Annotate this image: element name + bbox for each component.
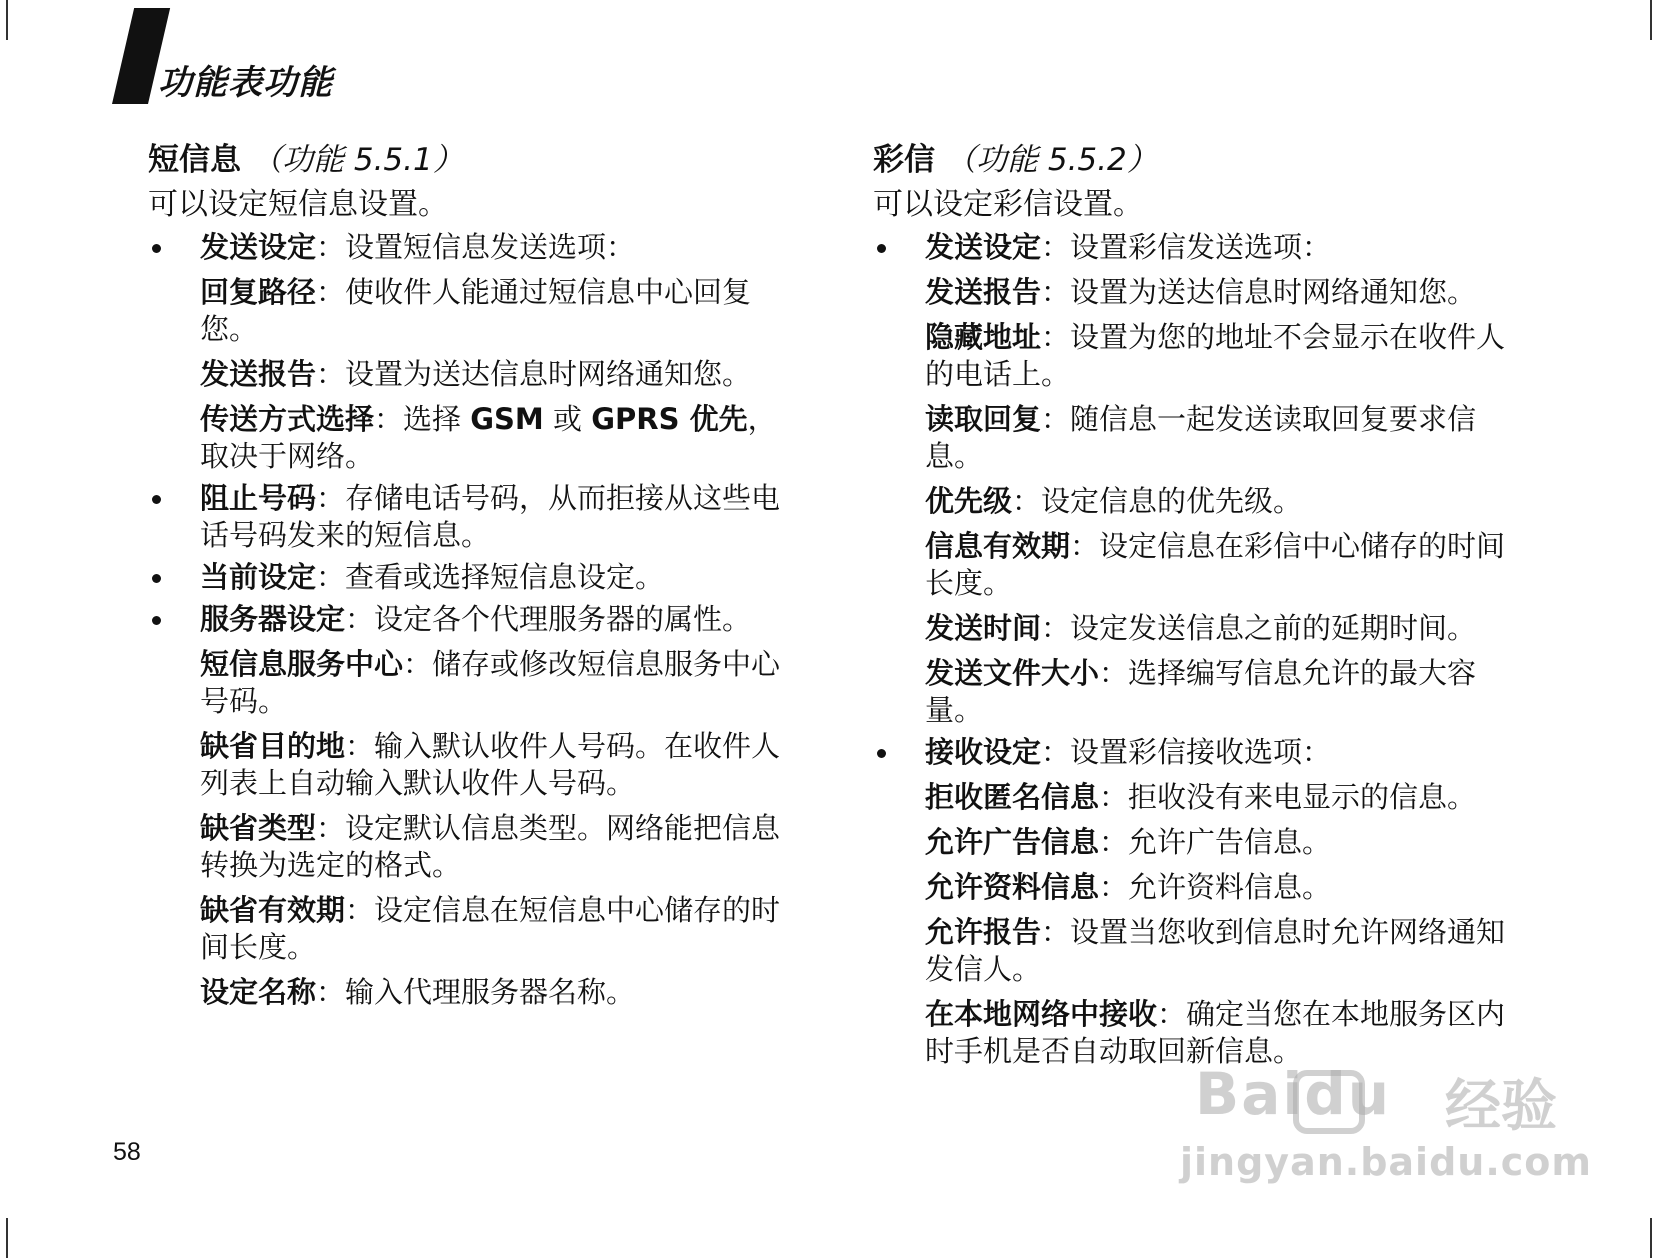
item-text: ：设置彩信接收选项： — [1041, 735, 1332, 769]
sub-item — [873, 824, 1513, 861]
item-key: 接收设定 — [925, 735, 1042, 769]
right-column — [873, 140, 1513, 1070]
left-column — [148, 140, 788, 1011]
item-text: ：使收件人能通过短信息中心回复您。 — [200, 275, 752, 346]
sub-item — [148, 728, 788, 802]
item-text: ：储存或修改短信息服务中心号码。 — [200, 647, 781, 718]
item-text: ，取决于网络。 — [200, 402, 777, 473]
item-key: 发送文件大小 — [925, 656, 1100, 690]
watermark-jingyan-text: 经验 — [1445, 1074, 1557, 1139]
item-text: ：设定发送信息之前的延期时间。 — [1041, 611, 1477, 645]
item-text: ：选择编写信息允许的最大容量。 — [925, 656, 1477, 727]
item-text: ：输入代理服务器名称。 — [316, 975, 636, 1009]
item-key: 阻止号码 — [200, 481, 317, 515]
sub-item — [148, 892, 788, 966]
item-text: ：设定各个代理服务器的属性。 — [345, 602, 752, 636]
sub-item — [148, 356, 788, 393]
bullet-item — [873, 734, 1513, 771]
paw-icon — [1293, 1070, 1365, 1134]
item-key: 发送设定 — [200, 230, 317, 264]
item-key: 缺省有效期 — [200, 893, 346, 927]
crop-mark-top-left — [6, 0, 8, 40]
crop-mark-top-right — [1650, 0, 1652, 40]
section-intro: 可以设定彩信设置。 — [873, 187, 1143, 222]
item-text: ：设定信息在彩信中心储存的时间长度。 — [925, 529, 1506, 600]
bullet-item — [148, 229, 788, 266]
item-key: 服务器设定 — [200, 602, 346, 636]
item-text: ：查看或选择短信息设定。 — [316, 560, 665, 594]
bullet-icon — [152, 244, 161, 253]
item-text: ：随信息一起发送读取回复要求信息。 — [925, 402, 1477, 473]
sub-item — [148, 274, 788, 348]
bullet-icon — [877, 749, 886, 758]
sub-item — [873, 483, 1513, 520]
bullet-icon — [152, 574, 161, 583]
item-text: ：允许资料信息。 — [1099, 870, 1332, 904]
item-key: 优先级 — [925, 484, 1013, 518]
item-key: 发送报告 — [200, 357, 317, 391]
item-text: ：设定信息的优先级。 — [1012, 484, 1303, 518]
sub-item — [148, 974, 788, 1011]
section-title-sms — [148, 140, 788, 180]
page-number: 58 — [113, 1138, 141, 1166]
item-emphasis: GSM — [470, 402, 544, 436]
sub-item — [148, 810, 788, 884]
sub-item — [873, 274, 1513, 311]
sub-item — [873, 319, 1513, 393]
item-text: ：拒收没有来电显示的信息。 — [1099, 780, 1477, 814]
item-key: 短信息服务中心 — [200, 647, 404, 681]
item-text: ：设定默认信息类型。网络能把信息转换为选定的格式。 — [200, 811, 781, 882]
watermark-url: jingyan.baidu.com — [1180, 1140, 1592, 1184]
bullet-item — [873, 229, 1513, 266]
bullet-icon — [152, 495, 161, 504]
item-text: ：设置彩信发送选项： — [1041, 230, 1332, 264]
bullet-icon — [877, 244, 886, 253]
item-key: 隐藏地址 — [925, 320, 1042, 354]
watermark — [1155, 1060, 1592, 1200]
section-title-name: 短信息 — [148, 142, 241, 178]
item-key: 发送时间 — [925, 611, 1042, 645]
left-list — [148, 229, 788, 1011]
section-title-name: 彩信 — [873, 142, 935, 178]
item-key: 传送方式选择 — [200, 402, 375, 436]
bullet-item — [148, 559, 788, 596]
section-intro: 可以设定短信息设置。 — [148, 187, 448, 222]
item-text: ：允许广告信息。 — [1099, 825, 1332, 859]
item-key: 回复路径 — [200, 275, 317, 309]
right-list — [873, 229, 1513, 1070]
item-text: ：确定当您在本地服务区内时手机是否自动取回新信息。 — [925, 997, 1506, 1068]
item-key: 信息有效期 — [925, 529, 1071, 563]
item-key: 发送报告 — [925, 275, 1042, 309]
section-title-mms — [873, 140, 1513, 180]
item-key: 缺省类型 — [200, 811, 317, 845]
sub-item — [873, 655, 1513, 729]
item-key: 在本地网络中接收 — [925, 997, 1158, 1031]
item-text: ：设定信息在短信息中心储存的时间长度。 — [200, 893, 781, 964]
sub-item — [148, 401, 788, 475]
item-text: 或 — [543, 402, 592, 436]
sub-item — [873, 401, 1513, 475]
sub-item — [873, 914, 1513, 988]
item-text: ：设置短信息发送选项： — [316, 230, 636, 264]
bullet-item — [148, 480, 788, 554]
page-header-title: 功能表功能 — [158, 63, 333, 103]
sub-item — [873, 996, 1513, 1070]
item-key: 允许资料信息 — [925, 870, 1100, 904]
item-key: 设定名称 — [200, 975, 317, 1009]
item-key: 读取回复 — [925, 402, 1042, 436]
item-key: 拒收匿名信息 — [925, 780, 1100, 814]
sub-item — [873, 779, 1513, 816]
crop-mark-bottom-left — [6, 1218, 8, 1258]
item-key: 当前设定 — [200, 560, 317, 594]
bullet-icon — [152, 616, 161, 625]
item-text: ：输入默认收件人号码。在收件人列表上自动输入默认收件人号码。 — [200, 729, 781, 800]
item-text: ：设置为您的地址不会显示在收件人的电话上。 — [925, 320, 1506, 391]
crop-mark-bottom-right — [1650, 1218, 1652, 1258]
sub-item — [873, 528, 1513, 602]
item-text: ：选择 — [374, 402, 471, 436]
sub-item — [873, 610, 1513, 647]
item-text: ：设置当您收到信息时允许网络通知发信人。 — [925, 915, 1506, 986]
section-function-number: （功能 5.5.2） — [945, 142, 1158, 178]
item-key: 允许报告 — [925, 915, 1042, 949]
item-key: 发送设定 — [925, 230, 1042, 264]
sub-item — [148, 646, 788, 720]
bullet-item — [148, 601, 788, 638]
item-key: 允许广告信息 — [925, 825, 1100, 859]
section-function-number: （功能 5.5.1） — [251, 142, 464, 178]
sub-item — [873, 869, 1513, 906]
watermark-logo-text: Baidu — [1195, 1060, 1392, 1128]
item-emphasis: GPRS 优先 — [591, 402, 748, 436]
item-text: ：存储电话号码，从而拒接从这些电话号码发来的短信息。 — [200, 481, 781, 552]
item-text: ：设置为送达信息时网络通知您。 — [1041, 275, 1477, 309]
item-text: ：设置为送达信息时网络通知您。 — [316, 357, 752, 391]
item-key: 缺省目的地 — [200, 729, 346, 763]
